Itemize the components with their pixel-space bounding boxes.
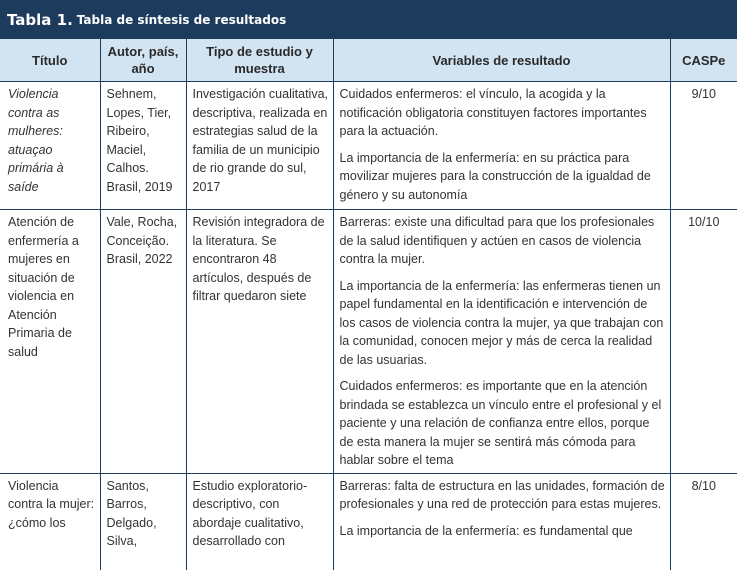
- table-header-row: [0, 39, 737, 82]
- cell-variables: [333, 210, 670, 474]
- header-caspe: CASPe: [670, 39, 737, 82]
- cell-tipo: Investigación cualitativa, descriptiva, realizada en estrategias salud de la familia de un municipio de rio grande do sul, 2017: [186, 82, 333, 210]
- header-autor: Autor, país, año: [100, 39, 186, 82]
- table-title: Tabla de síntesis de resultados: [76, 12, 287, 27]
- variable-paragraph: La importancia de la enfermería: es fundamental que: [339, 523, 633, 538]
- header-tipo: Tipo de estudio y muestra: [186, 39, 333, 82]
- cell-caspe: 9/10: [670, 82, 737, 210]
- cell-variables: [333, 473, 670, 570]
- cell-autor: Santos, Barros, Delgado, Silva,: [100, 473, 186, 570]
- header-titulo: Título: [0, 39, 100, 82]
- cell-autor: Sehnem, Lopes, Tier, Ribeiro, Maciel, Calhos. Brasil, 2019: [100, 82, 186, 210]
- cell-titulo: Violencia contra as mulheres: atuaçao primária à saíde: [0, 82, 100, 210]
- table-title-bar: [0, 0, 737, 39]
- table-row: [0, 473, 737, 570]
- header-variables: Variables de resultado: [333, 39, 670, 82]
- results-table: [0, 39, 737, 570]
- cell-tipo: Estudio exploratorio-descriptivo, con abordaje cualitativo, desarrollado con: [186, 473, 333, 570]
- cell-autor: Vale, Rocha, Conceição. Brasil, 2022: [100, 210, 186, 474]
- cell-variables: [333, 82, 670, 210]
- variable-paragraph: La importancia de la enfermería: las enfermeras tienen un papel fundamental en la identificación e intervención de los casos de violencia contra la mujer, ya que trabajan con la comunidad, conocen mejor y más de cerca la realidad de las usuarias.: [339, 278, 664, 367]
- variable-paragraph: Barreras: falta de estructura en las unidades, formación de profesionales y una red de protección para estas mujeres.: [339, 478, 665, 511]
- variable-paragraph: Barreras: existe una dificultad para que los profesionales de la salud identifiquen y actúen en casos de violencia contra la mujer.: [339, 215, 655, 266]
- variable-paragraph: Cuidados enfermeros: el vínculo, la acogida y la notificación obligatoria constituyen factores importantes para la actuación.: [339, 87, 647, 138]
- cell-titulo: Atención de enfermería a mujeres en situación de violencia en Atención Primaria de salud: [0, 210, 100, 474]
- cell-caspe: 10/10: [670, 210, 737, 474]
- table-number: Tabla 1.: [7, 10, 73, 29]
- table-row: [0, 210, 737, 474]
- cell-caspe: 8/10: [691, 478, 716, 493]
- variable-paragraph: La importancia de la enfermería: en su práctica para movilizar mujeres para la construcción de la igualdad de género y su autonomía: [339, 150, 651, 202]
- table-row: [0, 82, 737, 210]
- cell-tipo: Revisión integradora de la literatura. Se encontraron 48 artículos, después de filtrar quedaron siete: [186, 210, 333, 474]
- variable-paragraph: Cuidados enfermeros: es importante que en la atención brindada se establezca un vínculo entre el profesional y el paciente y una relación de confianza entre ellos, porque de esta manera la mujer se sentirá más cómoda para hablar sobre el tema: [339, 379, 662, 467]
- cell-titulo: Violencia contra la mujer: ¿cómo los: [0, 473, 100, 570]
